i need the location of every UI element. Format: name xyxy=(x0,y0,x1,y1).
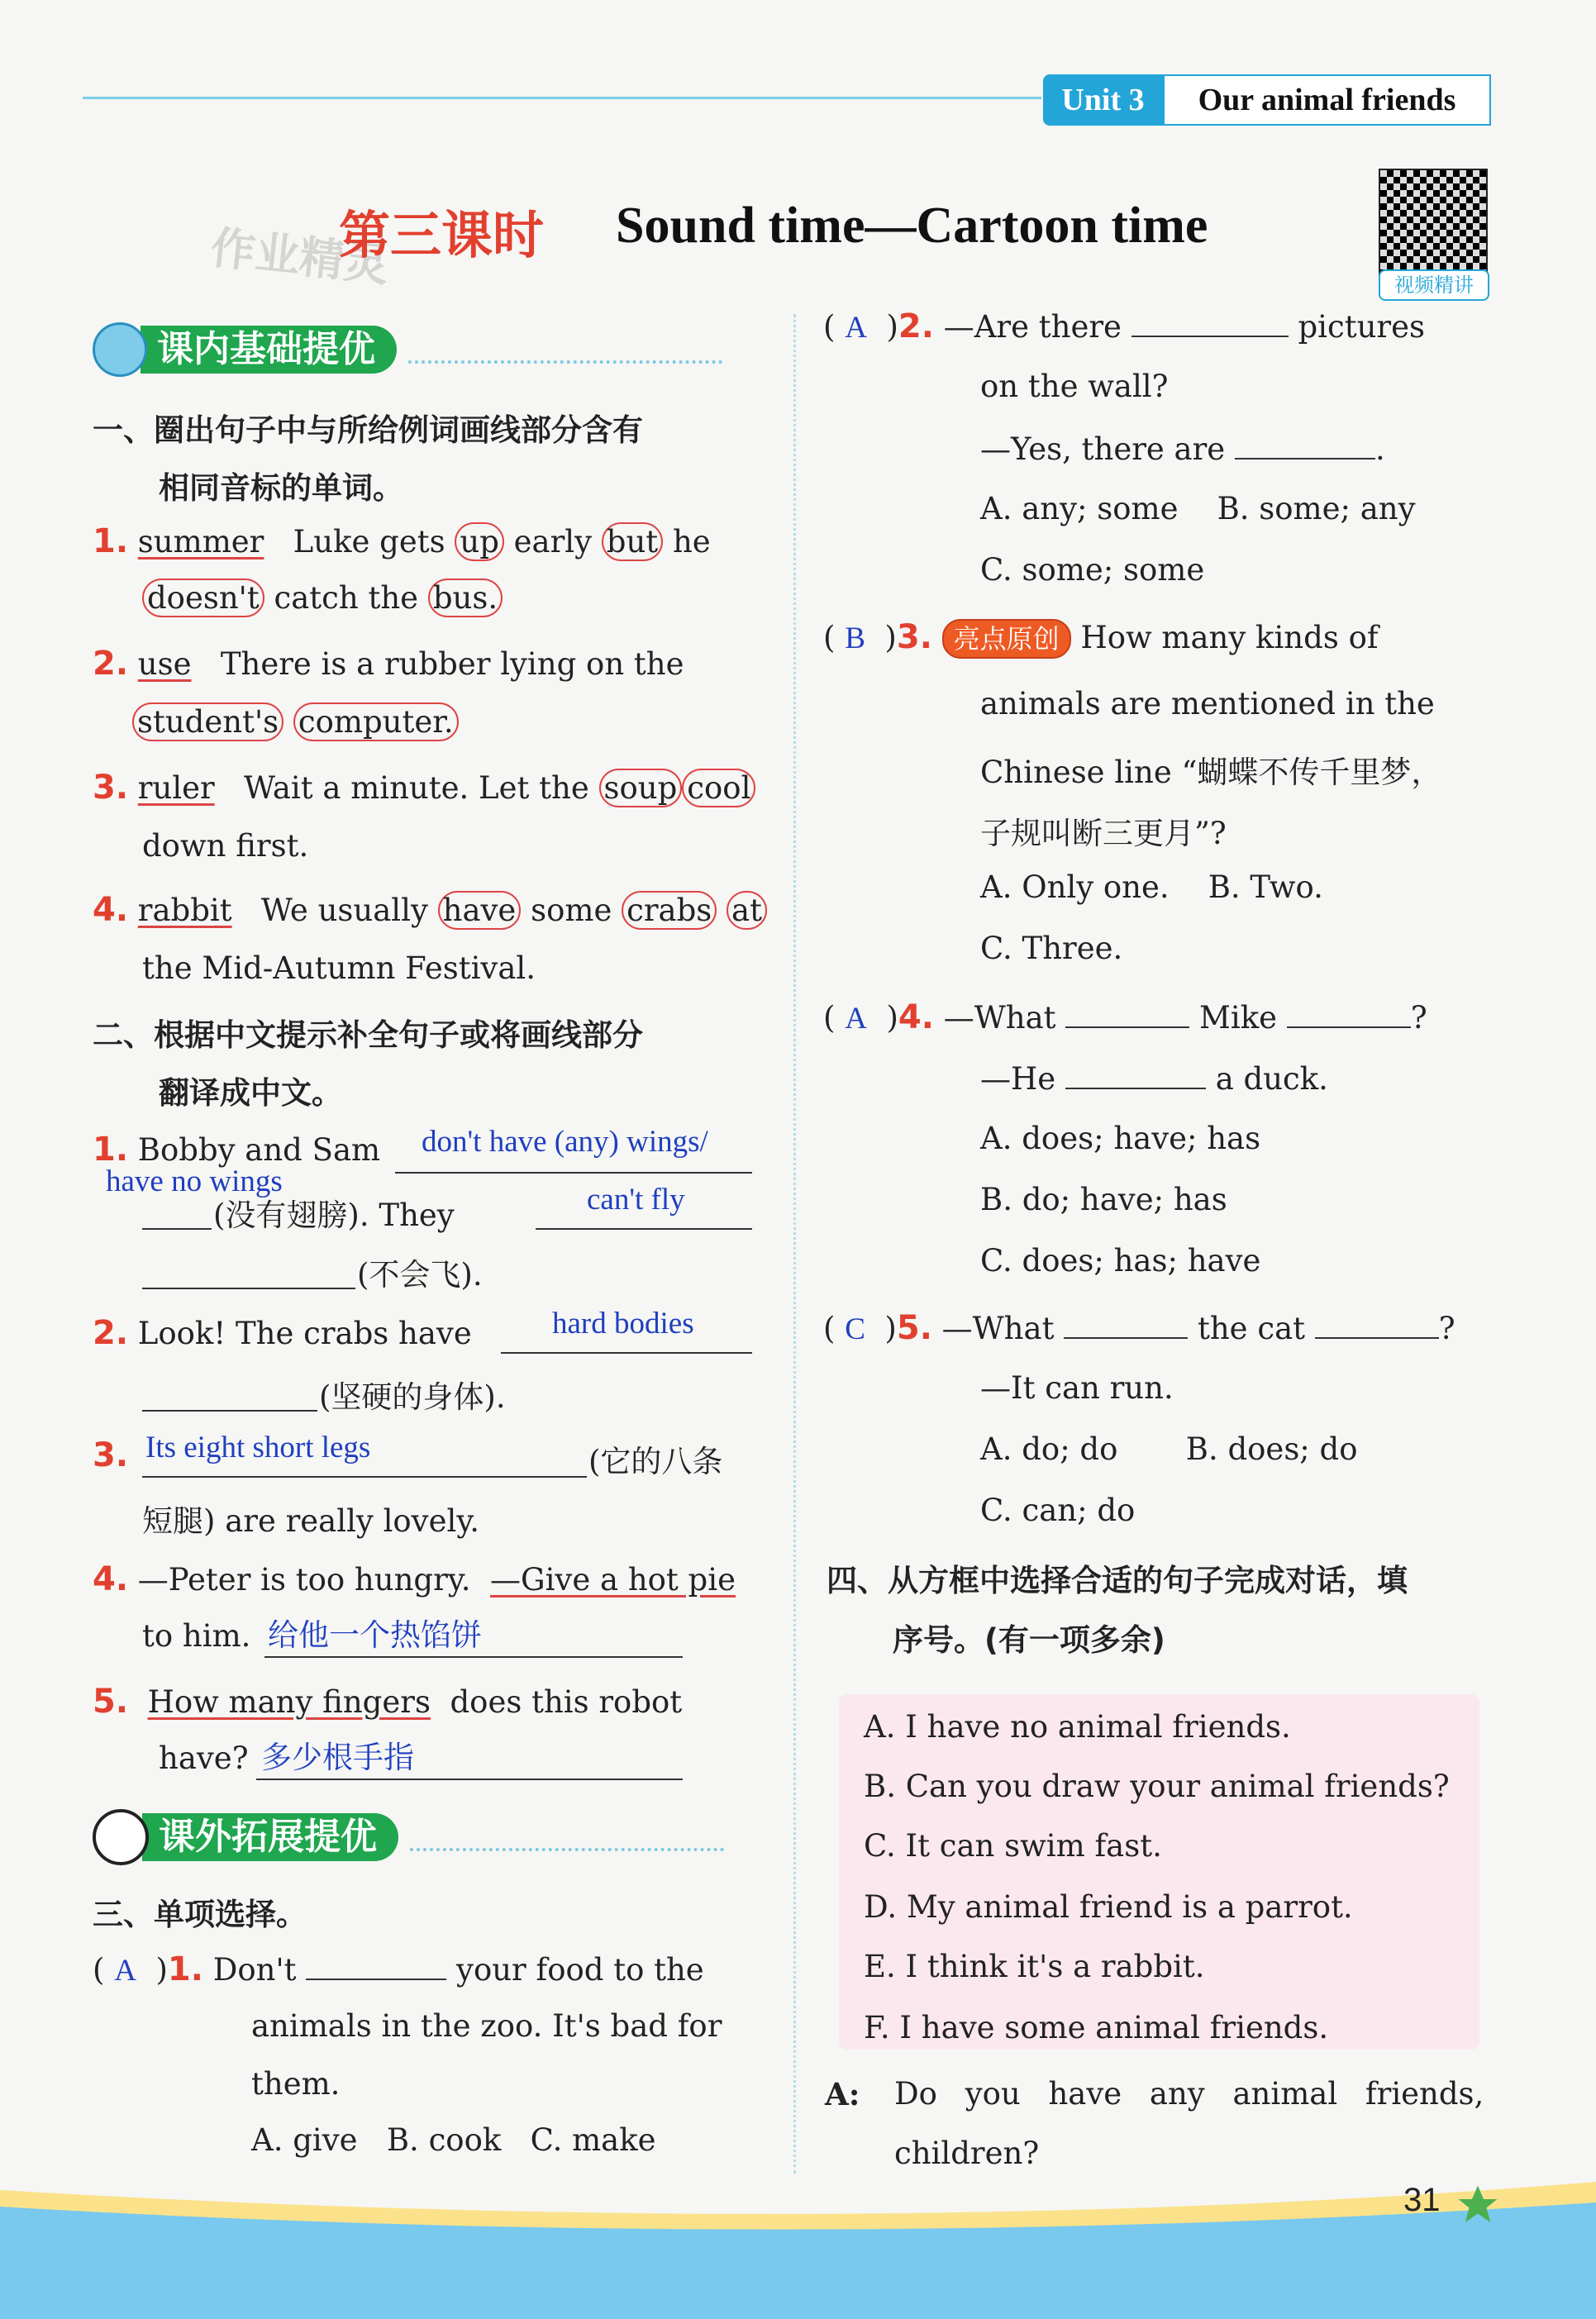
answer-line xyxy=(256,1779,683,1780)
mc-options: A. Only one. B. Two. xyxy=(980,869,1323,905)
page-number: 31 xyxy=(1403,2182,1441,2218)
blank xyxy=(1235,430,1375,460)
part2-item-cont: have? xyxy=(159,1740,249,1776)
section-banner-basic xyxy=(93,322,722,377)
section-title: 课外拓展提优 xyxy=(142,1813,398,1861)
mc-item: ( B )3. 亮点原创 How many kinds of xyxy=(823,618,1379,659)
circled-word: doesn't xyxy=(142,579,264,617)
mc-options: B. do; have; has xyxy=(980,1182,1227,1217)
circled-word: but xyxy=(602,522,663,561)
dotted-rule xyxy=(408,336,722,364)
dialog-line: children? xyxy=(894,2136,1040,2171)
dialog-line: Do you have any animal friends, xyxy=(894,2076,1484,2112)
part1-item: 2. use There is a rubber lying on the xyxy=(93,645,684,683)
mc-options: A. does; have; has xyxy=(980,1121,1261,1156)
part1-heading: 一、圈出句子中与所给例词画线部分含有 xyxy=(93,412,643,448)
section-title: 课内基础提优 xyxy=(141,326,397,374)
circled-word: bus. xyxy=(428,579,503,617)
filled-answer: 给他一个热馅饼 xyxy=(268,1619,482,1653)
option-item: D. My animal friend is a parrot. xyxy=(864,1889,1353,1925)
watermark: 作业精灵 xyxy=(207,221,392,293)
example-word: ruler xyxy=(137,770,215,806)
unit-label: Unit 3 xyxy=(1043,74,1163,126)
part1-item-cont: doesn't catch the bus. xyxy=(142,580,503,616)
filled-answer: Its eight short legs xyxy=(145,1431,371,1464)
mc-item-cont: —Yes, there are . xyxy=(980,431,1385,467)
part2-item: 2. Look! The crabs have xyxy=(93,1314,472,1352)
filled-answer: can't fly xyxy=(587,1183,685,1217)
blank xyxy=(1315,1309,1439,1339)
answer-line xyxy=(142,1228,212,1230)
part4-heading-cont: 序号。(有一项多余) xyxy=(893,1622,1165,1658)
example-word: use xyxy=(137,646,192,682)
answer-line xyxy=(501,1352,752,1354)
part4-heading: 四、从方框中选择合适的句子完成对话，填 xyxy=(827,1563,1408,1598)
circled-word: up xyxy=(455,522,504,561)
example-word: rabbit xyxy=(137,893,232,928)
circled-word: student's xyxy=(132,702,283,741)
option-box xyxy=(839,1694,1479,2050)
part2-item-cont: to him. xyxy=(142,1618,251,1654)
circled-word: cool xyxy=(682,769,755,807)
circled-word: have xyxy=(438,891,522,930)
option-item: B. Can you draw your animal friends? xyxy=(864,1769,1450,1804)
part3-heading: 三、单项选择。 xyxy=(93,1897,307,1932)
penguin-mascot-icon xyxy=(93,322,147,377)
mc-item: ( A )2. —Are there pictures xyxy=(823,307,1425,345)
part2-item: 4. —Peter is too hungry. —Give a hot pie xyxy=(93,1560,736,1598)
blank xyxy=(1287,998,1411,1028)
part2-item: 3. xyxy=(93,1436,129,1474)
mc-item-cont: on the wall? xyxy=(980,369,1169,404)
column-divider xyxy=(793,314,796,2174)
section-banner-extended xyxy=(93,1810,724,1864)
filled-answer: 多少根手指 xyxy=(261,1741,414,1775)
panda-mascot-icon xyxy=(93,1809,149,1865)
lesson-title-en: Sound time—Cartoon time xyxy=(616,198,1208,254)
answer-line xyxy=(264,1656,683,1658)
blank xyxy=(1131,307,1289,337)
blank xyxy=(1065,998,1189,1028)
part2-item: 1. Bobby and Sam xyxy=(93,1131,381,1169)
part2-heading-cont: 翻译成中文。 xyxy=(159,1075,342,1111)
blank xyxy=(1065,1060,1206,1089)
mc-options: C. Three. xyxy=(980,931,1123,966)
filled-answer: don't have (any) wings/ xyxy=(422,1125,708,1159)
mc-item-cont: 子规叫断三更月”? xyxy=(980,816,1227,851)
mc-item-cont: animals in the zoo. It's bad for xyxy=(251,2008,722,2044)
blank xyxy=(306,1950,446,1980)
mc-item-cont: Chinese line “蝴蝶不传千里梦， xyxy=(980,755,1442,790)
part1-item: 4. rabbit We usually have some crabs at xyxy=(93,891,767,929)
mc-item-cont: them. xyxy=(251,2066,341,2102)
mc-options: C. can; do xyxy=(980,1493,1136,1528)
lesson-title-cn: 第三课时 xyxy=(339,205,545,265)
qr-caption[interactable]: 视频精讲 xyxy=(1379,269,1489,301)
mc-item: ( A )4. —What Mike ? xyxy=(823,998,1427,1036)
option-item: F. I have some animal friends. xyxy=(864,2010,1329,2045)
answer-line xyxy=(142,1476,587,1478)
qr-code-icon[interactable] xyxy=(1379,169,1488,278)
part2-item-text: (它的八条 xyxy=(588,1444,723,1479)
mc-options: A. give B. cook C. make xyxy=(251,2122,656,2158)
answer-line xyxy=(142,1288,355,1289)
mc-options: C. some; some xyxy=(980,552,1205,588)
option-item: A. I have no animal friends. xyxy=(864,1709,1291,1745)
mc-options: C. does; has; have xyxy=(980,1243,1261,1279)
filled-answer: hard bodies xyxy=(552,1307,694,1340)
part2-item-cont: (不会飞). xyxy=(357,1257,483,1293)
part1-item-cont: down first. xyxy=(142,828,309,864)
part1-item-cont: the Mid-Autumn Festival. xyxy=(142,950,536,986)
mc-options: A. any; some B. some; any xyxy=(980,491,1416,526)
star-icon xyxy=(1455,2182,1501,2228)
option-item: E. I think it's a rabbit. xyxy=(864,1949,1205,1984)
part1-item: 3. ruler Wait a minute. Let the soup cool xyxy=(93,769,755,807)
header-rule xyxy=(83,97,1041,99)
answer-line xyxy=(142,1410,317,1412)
part1-heading-cont: 相同音标的单词。 xyxy=(159,470,403,506)
part2-item-cont: (坚硬的身体). xyxy=(319,1379,506,1415)
mc-answer: B xyxy=(845,621,865,655)
part2-item: 5. How many fingers does this robot xyxy=(93,1683,683,1721)
mc-options: A. do; do B. does; do xyxy=(980,1431,1358,1467)
dotted-rule xyxy=(410,1823,724,1851)
mc-answer: C xyxy=(845,1312,865,1346)
mc-item-cont: —He a duck. xyxy=(980,1061,1328,1097)
circled-word: soup xyxy=(599,769,683,807)
mc-item-cont: animals are mentioned in the xyxy=(980,686,1435,721)
unit-name: Our animal friends xyxy=(1163,74,1491,126)
part2-heading: 二、根据中文提示补全句子或将画线部分 xyxy=(93,1017,643,1053)
part2-item-cont: 短腿) are really lovely. xyxy=(142,1503,480,1539)
filled-answer: have no wings xyxy=(106,1164,283,1198)
part2-item-cont: (没有翅膀). They xyxy=(213,1198,455,1233)
mc-answer: A xyxy=(845,1002,867,1036)
dialog-speaker: A: xyxy=(825,2076,860,2112)
mc-item-cont: —It can run. xyxy=(980,1370,1174,1406)
mc-answer: A xyxy=(114,1954,136,1988)
answer-line xyxy=(395,1172,752,1174)
circled-word: computer. xyxy=(293,702,459,741)
answer-line xyxy=(536,1228,752,1230)
part1-item: 1. summer Luke gets up early but he xyxy=(93,522,711,560)
bottom-wave-decoration xyxy=(0,2165,1596,2319)
option-item: C. It can swim fast. xyxy=(864,1828,1162,1864)
part1-item-cont xyxy=(132,704,459,740)
mc-item: ( C )5. —What the cat ? xyxy=(823,1309,1455,1347)
example-word: summer xyxy=(137,524,264,560)
blank xyxy=(1064,1309,1188,1339)
mc-answer: A xyxy=(845,311,867,345)
circled-word: at xyxy=(727,891,767,930)
mc-item: ( A )1. Don't your food to the xyxy=(93,1950,704,1988)
circled-word: crabs xyxy=(622,891,717,930)
original-badge: 亮点原创 xyxy=(942,619,1071,659)
